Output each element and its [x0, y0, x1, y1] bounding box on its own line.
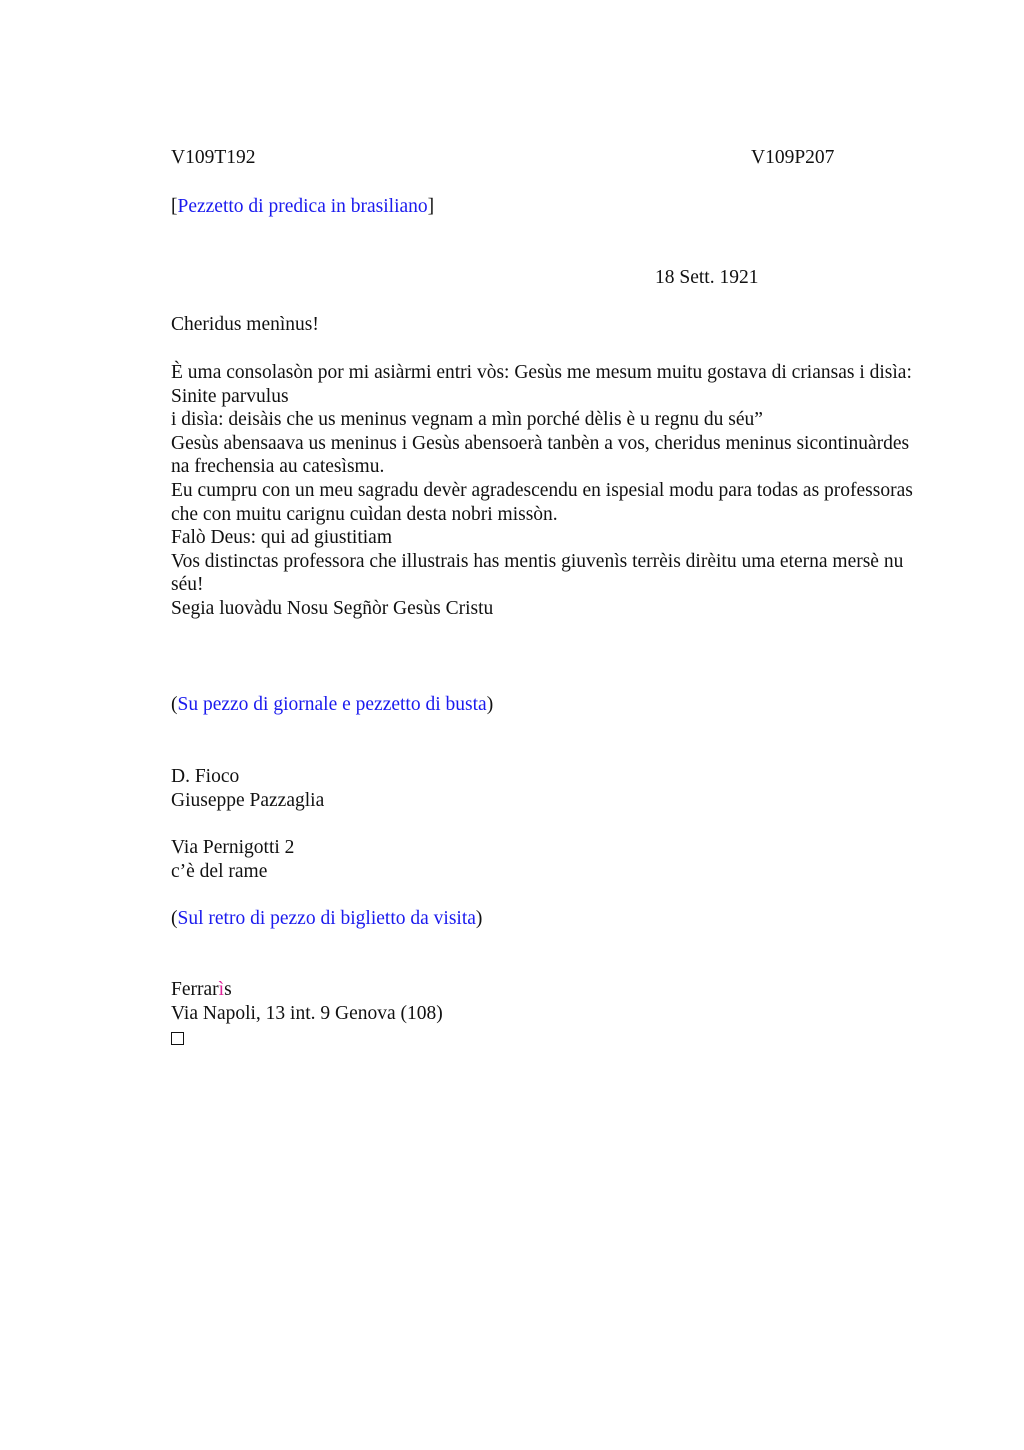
names-block [171, 765, 931, 812]
signature-address: Via Napoli, 13 int. 9 Genova (108) [171, 1003, 443, 1024]
empty-checkbox-icon [171, 1025, 184, 1049]
archive-code-left: V109T192 [171, 147, 256, 168]
editor-note-text: Pezzetto di predica in brasiliano [177, 196, 428, 217]
salutation: Cheridus menìnus! [171, 314, 319, 335]
body-line: Segia luovàdu Nosu Segñòr Gesùs Cristu [171, 597, 494, 619]
archive-code-right: V109P207 [751, 147, 835, 168]
paren-close: ) [475, 908, 483, 929]
body-line: Vos distinctas professora che illustrais has mentis giuvenìs terrèis dirèitu uma eterna mersè nu séu! [171, 550, 904, 596]
editor-note-text: Su pezzo di giornale e pezzetto di busta [177, 694, 487, 715]
body-line: Eu cumpru con un meu sagradu devèr agradescendu en ispesial modu para todas as professoras che con muitu carignu cuìdan desta nobri missòn. [171, 479, 913, 525]
body-line: i disìa: deisàis che us meninus vegnam a mìn porché dèlis è u regnu du séu” [171, 409, 763, 431]
body-line: Gesùs abensaava us meninus i Gesùs abensoerà tanbèn a vos, cheridus meninus sicontinuàrdes na frechensia au catesìsmu. [171, 432, 910, 478]
editor-note-title [171, 195, 434, 219]
uncertain-character: ì [218, 979, 225, 1000]
address-line: Via Pernigotti 2 [171, 837, 295, 858]
editor-note-source [171, 693, 493, 717]
name-line: D. Fioco [171, 766, 240, 787]
body-line: Falò Deus: qui ad giustitiam [171, 527, 392, 549]
signature-prefix: Ferrar [171, 979, 219, 1000]
address-block [171, 836, 931, 883]
signature-suffix: s [224, 979, 232, 1000]
checkbox-square-icon [171, 1032, 184, 1045]
editor-note-text: Sul retro di pezzo di biglietto da visita [177, 908, 476, 929]
body-line: Sinite parvulus [171, 385, 289, 407]
name-line: Giuseppe Pazzaglia [171, 789, 325, 811]
paren-open: ( [171, 908, 178, 929]
paren-open: ( [171, 694, 178, 715]
paren-close: ) [486, 694, 494, 715]
address-line: c’è del rame [171, 860, 268, 882]
signature-name [171, 978, 232, 1002]
bracket-open: [ [171, 196, 178, 217]
editor-note-verso [171, 907, 482, 931]
body-line: È uma consolasòn por mi asiàrmi entri vòs: Gesùs me mesum muitu gostava di criansas i disìa: [171, 362, 912, 383]
bracket-close: ] [427, 196, 435, 217]
letter-body [171, 361, 931, 621]
letter-date: 18 Sett. 1921 [655, 267, 759, 288]
